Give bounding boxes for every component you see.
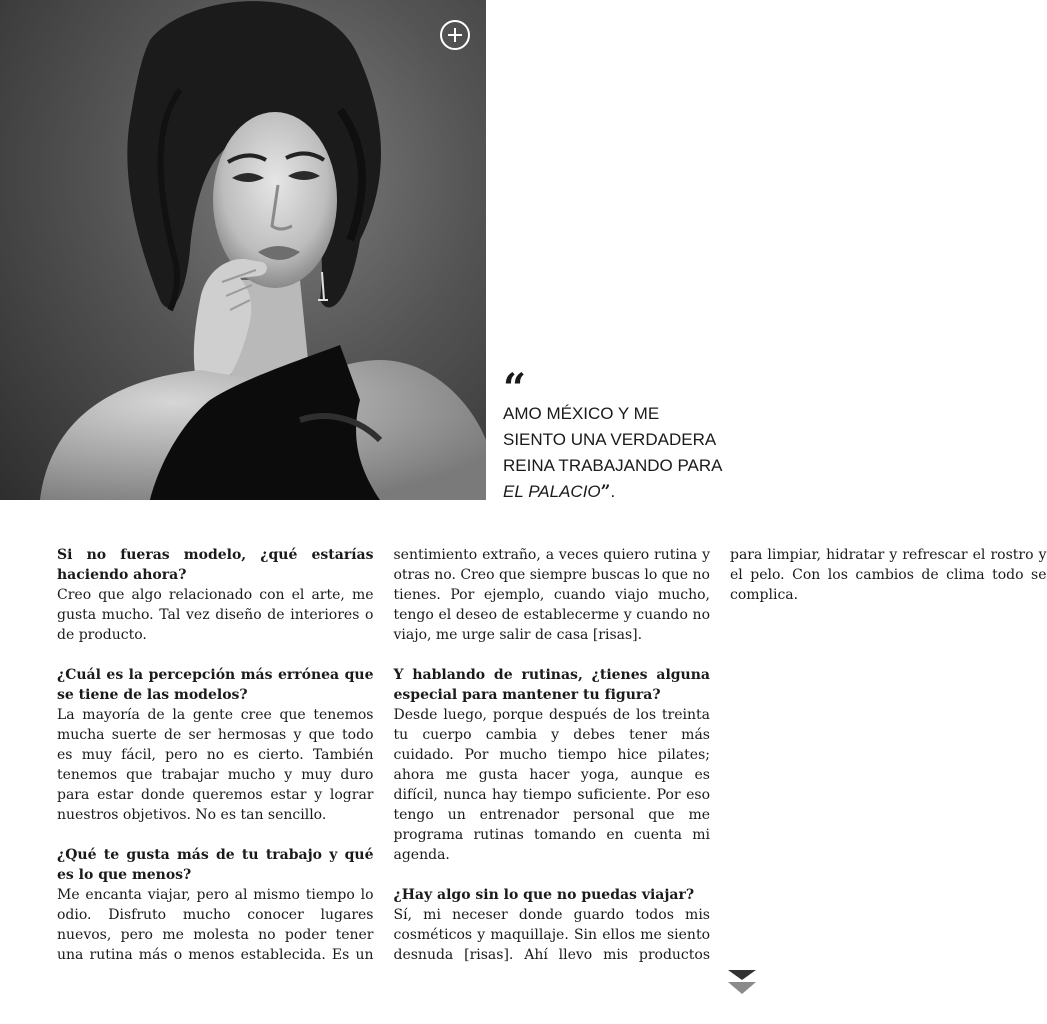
- interview-item-4: [394, 665, 711, 865]
- open-quote-mark: “: [503, 365, 527, 412]
- pull-quote-text: [503, 401, 723, 505]
- question: ¿Cuál es la percepción más errónea que se tiene de las modelos?: [57, 667, 374, 703]
- pull-quote-end: .: [610, 482, 616, 501]
- next-page-button[interactable]: [726, 968, 758, 998]
- close-quote-mark: ”: [600, 482, 611, 502]
- pull-quote: [503, 365, 723, 505]
- answer: Me encanta viajar, pero al mismo tiempo lo odio. Disfruto mucho conocer lugares nuevos, pero me molesta no poder tener una rutina más o menos establecida. Es un sentimiento extraño, a veces quiero rutina y otras no. Creo que siempre buscas lo que no tienes. Por ejemplo, cuando viajo mucho, tengo el deseo de establecerme y cuando no viajo, me urge salir de casa [risas].: [57, 547, 710, 963]
- answer: Sí, mi neceser donde guardo todos mis cosméticos y maquillaje. Sin ellos me siento desnuda [risas]. Ahí llevo mis productos para limpiar, hidratar y refrescar el rostro y el pelo. Con los cambios de clima todo se complica.: [393, 547, 1047, 963]
- interview-item-2: [57, 665, 374, 825]
- interview-item-1: [57, 545, 374, 645]
- answer: Creo que algo relacionado con el arte, me gusta mucho. Tal vez diseño de interiores o de producto.: [57, 587, 374, 643]
- interview-text: [57, 545, 1047, 970]
- pull-quote-body: AMO MÉXICO Y ME SIENTO UNA VERDADERA REINA TRABAJANDO PARA: [503, 404, 722, 475]
- question: ¿Hay algo sin lo que no puedas viajar?: [393, 887, 695, 903]
- hero-photo: [0, 0, 486, 500]
- pull-quote-emphasis: EL PALACIO: [503, 482, 601, 501]
- expand-button[interactable]: [440, 20, 470, 50]
- answer: Desde luego, porque después de los treinta tu cuerpo cambia y debes tener más cuidado. Por mucho tiempo hice pilates; ahora me gusta hacer yoga, aunque es difícil, nunca hay tiempo suficiente. Por eso tengo un entrenador personal que me programa rutinas tomando en cuenta mi agenda.: [393, 707, 710, 863]
- question: Si no fueras modelo, ¿qué estarías haciendo ahora?: [57, 547, 374, 583]
- answer: La mayoría de la gente cree que tenemos mucha suerte de ser hermosas y que todo es muy fácil, pero no es cierto. También tenemos que trabajar mucho y muy duro para estar donde queremos estar y lograr nuestros objetivos. No es tan sencillo.: [57, 707, 374, 823]
- double-chevron-down-icon: [726, 968, 758, 998]
- plus-circle-icon: [442, 22, 468, 48]
- portrait-illustration: [0, 0, 486, 500]
- question: Y hablando de rutinas, ¿tienes alguna especial para mantener tu figura?: [393, 667, 710, 703]
- question: ¿Qué te gusta más de tu trabajo y qué es lo que menos?: [57, 847, 374, 883]
